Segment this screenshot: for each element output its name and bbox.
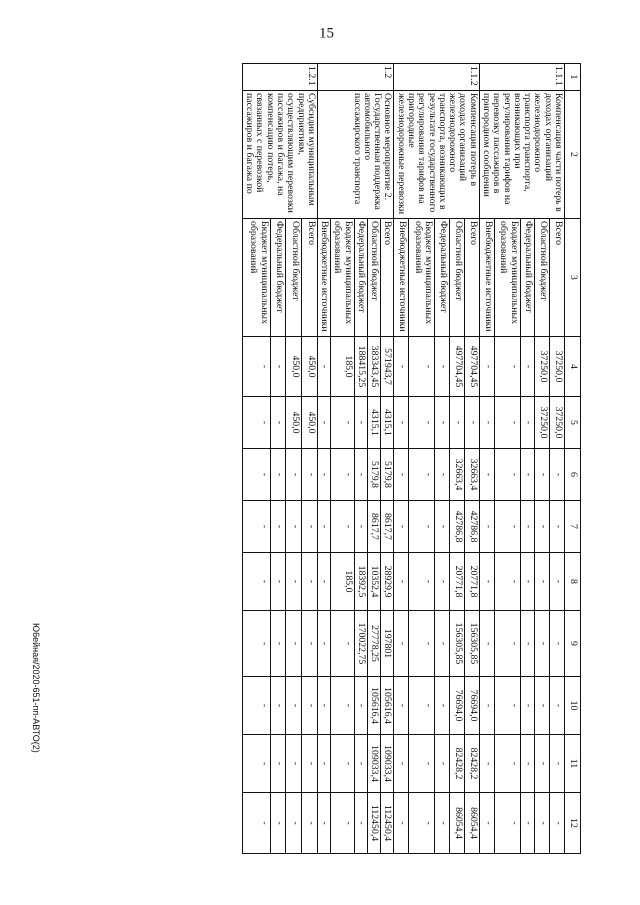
item-number: 1.1.1 (479, 63, 564, 90)
item-description: Основное мероприятие 2. Государственная поддержка автомобильного пассажирского транспорта (317, 90, 394, 218)
value-cell: - (479, 396, 494, 448)
item-number: 1.2.1 (242, 63, 317, 90)
value-cell: - (302, 676, 318, 734)
value-cell: 109033,4 (367, 734, 380, 792)
value-cell: - (494, 448, 520, 500)
value-cell: - (331, 792, 355, 853)
value-cell: - (435, 734, 450, 792)
value-cell: 497704,45 (450, 336, 465, 396)
value-cell: - (242, 336, 270, 396)
value-cell: - (435, 676, 450, 734)
value-cell: 86054,4 (465, 792, 480, 853)
funding-source: Бюджет муниципальных образований (331, 218, 355, 336)
column-header: 5 (565, 396, 581, 448)
value-cell: - (494, 336, 520, 396)
value-cell: - (479, 610, 494, 676)
column-header: 11 (565, 734, 581, 792)
value-cell: 188415,25 (354, 336, 367, 396)
value-cell: 5179,8 (381, 448, 394, 500)
value-cell: - (535, 734, 550, 792)
rotated-page (31, 25, 581, 843)
table-row (465, 63, 480, 853)
item-number: 1.2 (317, 63, 394, 90)
value-cell: 105616,4 (381, 676, 394, 734)
value-cell: - (242, 792, 270, 853)
value-cell: - (520, 610, 535, 676)
value-cell: - (550, 792, 565, 853)
value-cell: - (394, 336, 409, 396)
page-number: 15 (319, 25, 334, 41)
value-cell: - (317, 792, 330, 853)
value-cell: 32663,4 (465, 448, 480, 500)
value-cell: 450,0 (286, 396, 302, 448)
value-cell: - (331, 734, 355, 792)
value-cell: - (494, 552, 520, 610)
table-row (381, 63, 394, 853)
value-cell: 5179,8 (367, 448, 380, 500)
value-cell: - (270, 792, 286, 853)
funding-source: Внебюджетные источники (479, 218, 494, 336)
value-cell: 10352,4 (367, 552, 380, 610)
value-cell: - (494, 792, 520, 853)
value-cell: - (270, 500, 286, 552)
value-cell: - (394, 734, 409, 792)
value-cell: - (479, 552, 494, 610)
funding-source: Федеральный бюджет (520, 218, 535, 336)
value-cell: - (435, 396, 450, 448)
column-header: 9 (565, 610, 581, 676)
value-cell: 42786,8 (450, 500, 465, 552)
value-cell: - (535, 500, 550, 552)
funding-source: Областной бюджет (286, 218, 302, 336)
value-cell: - (520, 734, 535, 792)
value-cell: - (550, 610, 565, 676)
value-cell: - (494, 396, 520, 448)
value-cell: 8617,7 (381, 500, 394, 552)
value-cell: 18392,5 (354, 552, 367, 610)
value-cell: 82428,2 (450, 734, 465, 792)
value-cell: - (242, 610, 270, 676)
value-cell: - (550, 676, 565, 734)
value-cell: 105616,4 (367, 676, 380, 734)
value-cell: - (270, 552, 286, 610)
value-cell: - (409, 448, 435, 500)
value-cell: - (535, 676, 550, 734)
value-cell: - (409, 336, 435, 396)
value-cell: - (331, 448, 355, 500)
value-cell: - (302, 500, 318, 552)
column-header: 8 (565, 552, 581, 610)
value-cell: - (302, 792, 318, 853)
value-cell: - (479, 448, 494, 500)
value-cell: - (286, 500, 302, 552)
value-cell: 109033,4 (381, 734, 394, 792)
value-cell: - (435, 448, 450, 500)
funding-source: Бюджет муниципальных образований (242, 218, 270, 336)
funding-source: Федеральный бюджет (354, 218, 367, 336)
column-header: 7 (565, 500, 581, 552)
value-cell: - (302, 448, 318, 500)
item-description: Субсидии муниципальным предприятиям, осуществляющим перевозки пассажиров и багажа, на компенсацию потерь, связанных с перевозкой пассажиров и багажа по (242, 90, 317, 218)
funding-source: Внебюджетные источники (317, 218, 330, 336)
value-cell: - (242, 734, 270, 792)
funding-source: Внебюджетные источники (394, 218, 409, 336)
value-cell: 76694,0 (465, 676, 480, 734)
column-header: 12 (565, 792, 581, 853)
value-cell: - (535, 552, 550, 610)
funding-source: Областной бюджет (450, 218, 465, 336)
column-header: 3 (565, 218, 581, 336)
value-cell: 450,0 (302, 336, 318, 396)
value-cell: - (270, 396, 286, 448)
value-cell: 86054,4 (450, 792, 465, 853)
value-cell: - (286, 448, 302, 500)
value-cell: - (317, 448, 330, 500)
value-cell: - (550, 552, 565, 610)
value-cell: - (409, 552, 435, 610)
value-cell: - (479, 500, 494, 552)
value-cell: - (520, 792, 535, 853)
value-cell: - (242, 396, 270, 448)
value-cell: - (520, 448, 535, 500)
value-cell: - (242, 676, 270, 734)
value-cell: - (550, 448, 565, 500)
value-cell: - (317, 676, 330, 734)
value-cell: - (354, 734, 367, 792)
value-cell: - (354, 396, 367, 448)
funding-source: Федеральный бюджет (435, 218, 450, 336)
budget-table (242, 63, 581, 854)
value-cell: - (354, 500, 367, 552)
value-cell: 112450,4 (367, 792, 380, 853)
value-cell: 37250,0 (550, 396, 565, 448)
item-description: Компенсация потерь в доходах организаций железнодорожного транспорта, возникающих в результате государственного регулирования тарифов на пригородные железнодорожные перевозки (394, 90, 479, 218)
value-cell: - (302, 552, 318, 610)
value-cell: - (317, 396, 330, 448)
value-cell: - (394, 500, 409, 552)
value-cell: - (394, 676, 409, 734)
column-header: 2 (565, 90, 581, 218)
value-cell: - (331, 610, 355, 676)
funding-source: Областной бюджет (367, 218, 380, 336)
item-description: Компенсация части потерь в доходах организаций железнодорожного транспорта транспорта, возникающих при регулировании тарифов на перевозку пассажиров в пригородном сообщении (479, 90, 564, 218)
value-cell: - (450, 396, 465, 448)
value-cell: 450,0 (302, 396, 318, 448)
value-cell: - (317, 552, 330, 610)
value-cell: - (409, 610, 435, 676)
value-cell: - (435, 610, 450, 676)
value-cell: - (354, 676, 367, 734)
value-cell: - (465, 396, 480, 448)
column-header: 1 (565, 63, 581, 90)
value-cell: - (494, 734, 520, 792)
value-cell: - (394, 792, 409, 853)
table-row (302, 63, 318, 853)
value-cell: - (479, 336, 494, 396)
value-cell: - (317, 610, 330, 676)
value-cell: - (286, 792, 302, 853)
funding-source: Бюджет муниципальных образований (409, 218, 435, 336)
value-cell: - (409, 734, 435, 792)
value-cell: - (535, 448, 550, 500)
value-cell: - (317, 336, 330, 396)
value-cell: 20771,8 (465, 552, 480, 610)
value-cell: 37250,0 (550, 336, 565, 396)
value-cell: - (520, 336, 535, 396)
value-cell: - (535, 792, 550, 853)
value-cell: 42786,8 (465, 500, 480, 552)
funding-source: Федеральный бюджет (270, 218, 286, 336)
value-cell: - (494, 676, 520, 734)
value-cell: - (435, 552, 450, 610)
value-cell: - (494, 610, 520, 676)
value-cell: - (394, 610, 409, 676)
value-cell: - (550, 500, 565, 552)
value-cell: - (242, 500, 270, 552)
table-body (242, 63, 564, 853)
funding-source: Областной бюджет (535, 218, 550, 336)
value-cell: - (394, 396, 409, 448)
value-cell: - (302, 610, 318, 676)
item-number: 1.1.2 (394, 63, 479, 90)
value-cell: 170022,75 (354, 610, 367, 676)
value-cell: - (520, 396, 535, 448)
column-header: 6 (565, 448, 581, 500)
header-row (565, 63, 581, 853)
value-cell: - (354, 792, 367, 853)
value-cell: - (479, 792, 494, 853)
value-cell: - (354, 448, 367, 500)
funding-source: Всего (302, 218, 318, 336)
table-row (550, 63, 565, 853)
value-cell: 82428,2 (465, 734, 480, 792)
value-cell: - (242, 552, 270, 610)
value-cell: - (435, 792, 450, 853)
value-cell: - (520, 676, 535, 734)
value-cell: - (331, 676, 355, 734)
value-cell: - (409, 396, 435, 448)
value-cell: 197801 (381, 610, 394, 676)
value-cell: 185,0 (331, 336, 355, 396)
funding-source: Всего (381, 218, 394, 336)
value-cell: - (317, 734, 330, 792)
value-cell: - (394, 448, 409, 500)
value-cell: 37250,0 (535, 336, 550, 396)
value-cell: - (520, 552, 535, 610)
value-cell: 37250,0 (535, 396, 550, 448)
funding-source: Бюджет муниципальных образований (494, 218, 520, 336)
value-cell: - (270, 336, 286, 396)
value-cell: - (550, 734, 565, 792)
value-cell: - (302, 734, 318, 792)
column-header: 4 (565, 336, 581, 396)
value-cell: - (270, 448, 286, 500)
value-cell: - (494, 500, 520, 552)
value-cell: 20771,8 (450, 552, 465, 610)
value-cell: 571943,7 (381, 336, 394, 396)
value-cell: - (331, 500, 355, 552)
value-cell: - (479, 676, 494, 734)
value-cell: 4315,1 (367, 396, 380, 448)
value-cell: 497704,45 (465, 336, 480, 396)
document-code: Ю6ейная/2020-651-пп-АВТО(2) (31, 622, 41, 753)
value-cell: - (286, 676, 302, 734)
value-cell: - (286, 552, 302, 610)
value-cell: - (394, 552, 409, 610)
column-header: 10 (565, 676, 581, 734)
value-cell: - (479, 734, 494, 792)
value-cell: 32663,4 (450, 448, 465, 500)
value-cell: - (435, 500, 450, 552)
value-cell: 8617,7 (367, 500, 380, 552)
value-cell: 383343,45 (367, 336, 380, 396)
value-cell: 76694,0 (450, 676, 465, 734)
value-cell: - (535, 610, 550, 676)
value-cell: - (409, 676, 435, 734)
value-cell: - (286, 610, 302, 676)
value-cell: 156305,85 (450, 610, 465, 676)
value-cell: - (286, 734, 302, 792)
value-cell: 450,0 (286, 336, 302, 396)
value-cell: 4315,1 (381, 396, 394, 448)
value-cell: 156305,85 (465, 610, 480, 676)
value-cell: 28929,9 (381, 552, 394, 610)
value-cell: - (520, 500, 535, 552)
funding-source: Всего (465, 218, 480, 336)
value-cell: - (409, 500, 435, 552)
value-cell: - (409, 792, 435, 853)
value-cell: - (242, 448, 270, 500)
value-cell: - (331, 396, 355, 448)
value-cell: 27778,25 (367, 610, 380, 676)
value-cell: - (270, 610, 286, 676)
value-cell: - (435, 336, 450, 396)
funding-source: Всего (550, 218, 565, 336)
value-cell: 185,0 (331, 552, 355, 610)
value-cell: - (270, 734, 286, 792)
value-cell: - (270, 676, 286, 734)
value-cell: - (317, 500, 330, 552)
value-cell: 112450,4 (381, 792, 394, 853)
